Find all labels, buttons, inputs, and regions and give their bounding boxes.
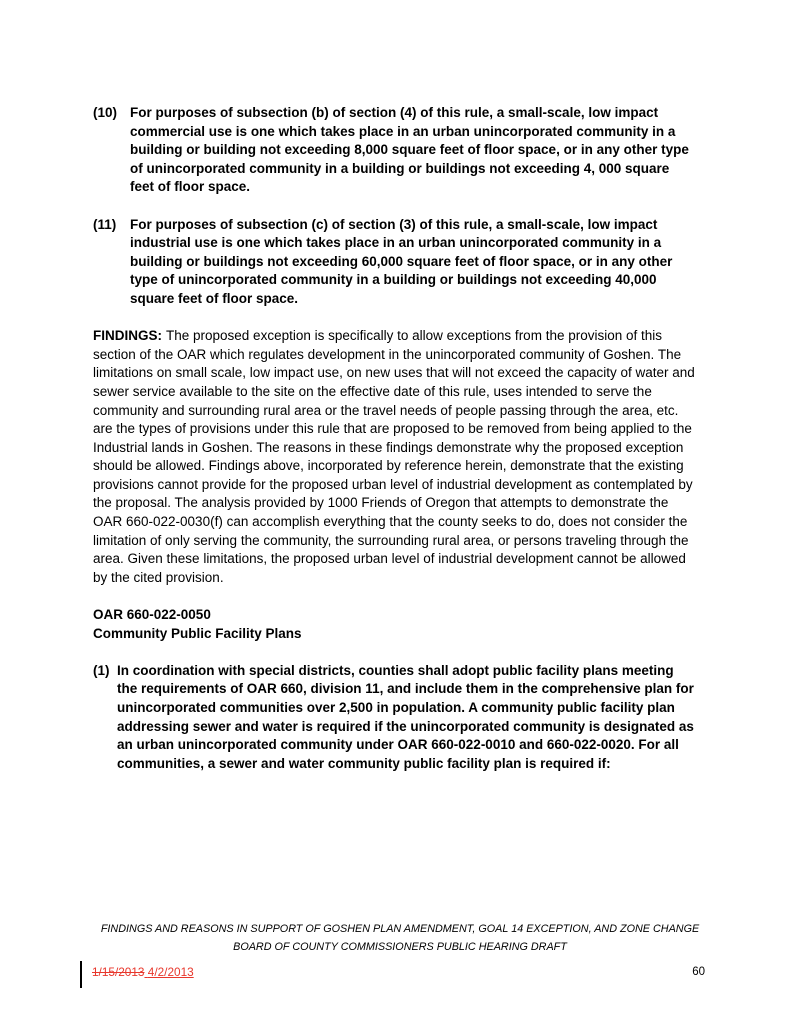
findings-text: The proposed exception is specifically to allow exceptions from the provision of this section of the OAR which regulates development in the unincorporated community of Goshen. The limitations on small scale, low impact use, on new uses that will not exceed the capacity of water and sewer service available to the site on the effective date of this rule, uses intended to serve the community and surrounding rural area or the travel needs of people passing through the area, etc. are the types of provisions under this rule that are proposed to be removed from being applied to the Industrial lands in Goshen. The reasons in these findings demonstrate why the proposed exception should be allowed. Findings above, incorporated by reference herein, demonstrate that the existing provisions cannot provide for the proposed urban level of industrial development as contemplated by the proposal. The analysis provided by 1000 Friends of Oregon that attempts to demonstrate the OAR 660-022-0030(f) can accomplish everything that the county seeks to do, does not consider the limitation of only serving the community, the surrounding rural area, or persons traveling through the area. Given these limitations, the proposed urban level of industrial development cannot be allowed by the cited provision. <box>93 328 695 585</box>
revision-dates <box>92 965 194 979</box>
rule-paragraph-10 <box>93 104 697 197</box>
page-number: 60 <box>692 966 705 978</box>
findings-paragraph <box>93 327 697 587</box>
footer-title-line1: FINDINGS AND REASONS IN SUPPORT OF GOSHEN PLAN AMENDMENT, GOAL 14 EXCEPTION, AND ZONE CHANGE <box>100 923 700 935</box>
paragraph-number: (10) <box>93 105 118 120</box>
paragraph-number: (11) <box>93 216 117 232</box>
document-body <box>93 104 697 792</box>
paragraph-text: For purposes of subsection (c) of section (3) of this rule, a small-scale, low impact industrial use is one which takes place in an urban unincorporated community in a building or buildings not exceeding 60,000 square feet of floor space, or in any other type of unincorporated community in a building or buildings not exceeding 40,000 square feet of floor space. <box>130 216 673 306</box>
inserted-date: 4/2/2013 <box>147 965 194 979</box>
footer-title-line2: BOARD OF COUNTY COMMISSIONERS PUBLIC HEARING DRAFT <box>233 941 567 953</box>
paragraph-number: (1) <box>93 662 110 678</box>
revision-change-bar <box>80 961 82 988</box>
oar-rule-title: Community Public Facility Plans <box>93 625 302 641</box>
paragraph-text: In coordination with special districts, counties shall adopt public facility plans meeting the requirements of OAR 660, division 11, and include them in the comprehensive plan for unincorporated communities over 2,500 in population. A community public facility plan addressing sewer and water is required if the unincorporated community is designated as an urban unincorporated community under OAR 660-022-0010 and 660-022-0020. For all communities, a sewer and water community public facility plan is required if: <box>117 662 694 771</box>
oar-section-heading <box>93 606 697 643</box>
rule-paragraph-1 <box>93 662 697 774</box>
oar-rule-number: OAR 660-022-0050 <box>93 607 211 623</box>
findings-label: FINDINGS: <box>93 328 162 344</box>
paragraph-text: For purposes of subsection (b) of section (4) of this rule, a small-scale, low impact commercial use is one which takes place in an urban unincorporated community in a building or building not exceeding 8,000 square feet of floor space, or in any other type of unincorporated community in a building or buildings not exceeding 4, 000 square feet of floor space. <box>130 105 689 195</box>
rule-paragraph-11 <box>93 216 697 309</box>
deleted-date: 1/15/2013 <box>92 965 145 979</box>
